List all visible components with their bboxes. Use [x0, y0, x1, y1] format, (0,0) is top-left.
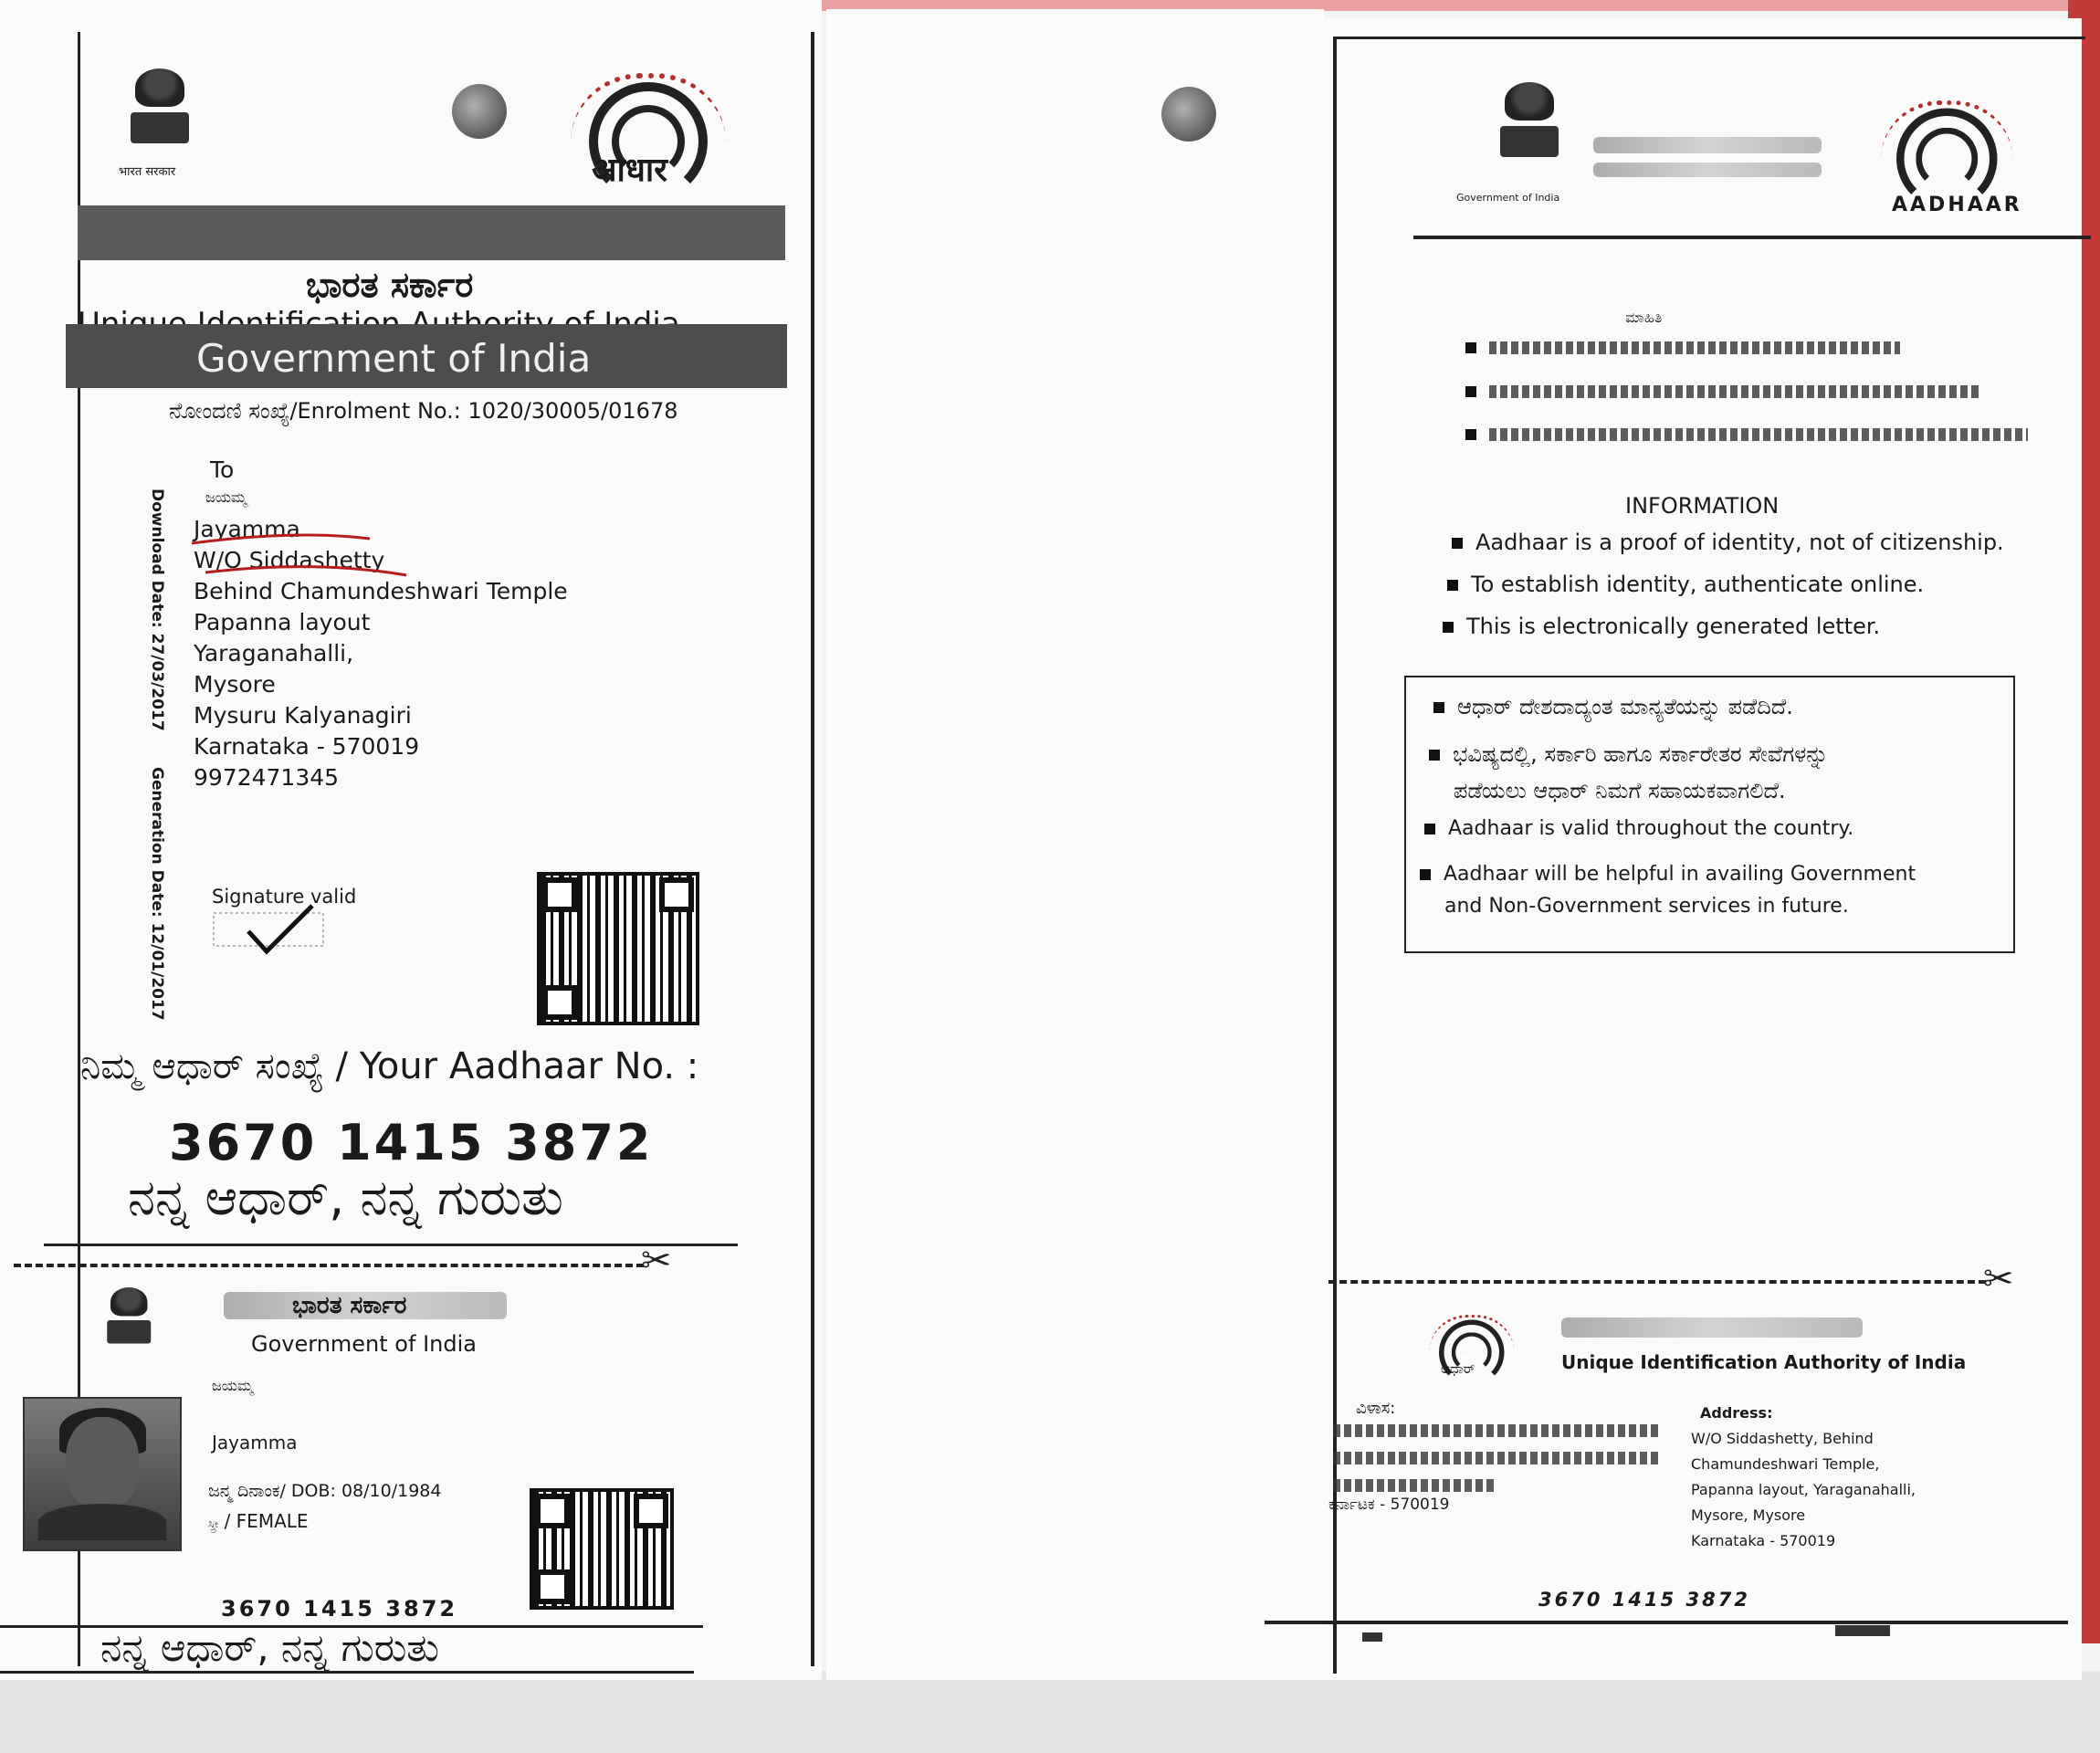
signature-valid-label: Signature valid [212, 886, 357, 908]
card-bottom-edge [1265, 1621, 2068, 1624]
kannada-info-line [1465, 425, 2028, 442]
enrolment-label: ನೋಂದಣಿ ಸಂಖ್ಯೆ/Enrolment No.: [169, 398, 461, 424]
state-emblem-icon [1497, 82, 1561, 164]
card-qr-code [530, 1488, 674, 1610]
box-info-line: and Non-Government services in future. [1444, 895, 1849, 918]
address-line: Behind Chamundeshwari Temple [194, 578, 568, 604]
card-tagline: ನನ್ನ ಆಧಾರ್, ನನ್ನ ಗುರುತು [100, 1625, 439, 1670]
table-surface [0, 1671, 2100, 1753]
enrolment-number: 1020/30005/01678 [467, 398, 678, 424]
address-line: Mysore [194, 671, 276, 698]
card-authority: Unique Identification Authority of India [1561, 1351, 1967, 1373]
cut-line [1328, 1280, 1986, 1284]
header-band [78, 205, 785, 260]
box-info-line: Aadhaar is valid throughout the country. [1424, 817, 1853, 840]
card-logo-text: ಆಧಾರ್ [1441, 1360, 1475, 1377]
info-item: Aadhaar is a proof of identity, not of citizenship. [1452, 530, 2004, 555]
kannada-info-line [1465, 338, 1900, 355]
address-line: Chamundeshwari Temple, [1691, 1455, 1880, 1473]
card-aadhaar-number: 3670 1415 3872 [221, 1596, 458, 1622]
divider [44, 1244, 738, 1246]
header-rule [1413, 236, 2091, 239]
address-line: Mysore, Mysore [1691, 1506, 1806, 1524]
scissors-icon: ✂ [1983, 1258, 2014, 1300]
punch-hole [1161, 87, 1216, 142]
aadhaar-number: 3670 1415 3872 [169, 1114, 654, 1171]
generation-date: Generation Date: 12/01/2017 [148, 767, 166, 1021]
cut-line [14, 1264, 644, 1267]
information-heading: INFORMATION [1625, 493, 1780, 519]
box-kannada-line: ಆಧಾರ್ ದೇಶದಾದ್ಯಂತ ಮಾನ್ಯತೆಯನ್ನು ಪಡೆದಿದೆ. [1433, 694, 1793, 719]
box-info-line: Aadhaar will be helpful in availing Government [1420, 863, 1916, 886]
address-line: Karnataka - 570019 [194, 733, 420, 760]
box-kannada-line: ಭವಿಷ್ಯದಲ್ಲಿ, ಸರ್ಕಾರಿ ಹಾಗೂ ಸರ್ಕಾರೇತರ ಸೇವೆಗಳನ್ನು [1429, 741, 1828, 767]
card-name: Jayamma [212, 1432, 298, 1454]
emblem-caption: भारत सरकार [119, 165, 176, 179]
aadhaar-logo-text: आधार [592, 152, 667, 189]
barcode-mark [1835, 1625, 1890, 1636]
barcode-mark [1362, 1632, 1382, 1642]
aadhaar-logo-text: AADHAAR [1892, 194, 2022, 216]
card-aadhaar-number: 3670 1415 3872 [1538, 1589, 1750, 1611]
blurred-header [1593, 163, 1822, 177]
card-kannada-gov: ಭಾರತ ಸರ್ಕಾರ [292, 1292, 407, 1319]
card-address-kannada-label: ವಿಳಾಸ: [1356, 1399, 1396, 1418]
address-line: Mysuru Kalyanagiri [194, 702, 412, 729]
info-item: This is electronically generated letter. [1443, 614, 1880, 639]
kannada-info-heading: ಮಾಹಿತಿ [1625, 309, 1663, 326]
holder-photo [23, 1397, 182, 1551]
blurred-header [1561, 1317, 1863, 1338]
kannada-info-line [1465, 382, 1982, 399]
phone-number: 9972471345 [194, 764, 340, 791]
card-address [1691, 1426, 1916, 1554]
your-aadhaar-label: ನಿಮ್ಮ ಆಧಾರ್ ಸಂಖ್ಯೆ / Your Aadhaar No. : [80, 1045, 699, 1087]
card-gov-india: Government of India [251, 1331, 477, 1357]
blurred-header [1593, 137, 1822, 153]
tagline: ನನ್ನ ಆಧಾರ್, ನನ್ನ ಗುರುತು [128, 1169, 563, 1226]
card-address-kannada-pin: ಕರ್ನಾಟಕ - 570019 [1328, 1496, 1450, 1514]
address-line: W/O Siddashetty [194, 547, 385, 573]
qr-code [537, 872, 699, 1025]
state-emblem-icon [105, 1287, 153, 1349]
kannada-gov-title: ಭಾರತ ಸರ್ಕಾರ [306, 265, 474, 305]
card-bottom-edge [0, 1671, 694, 1674]
recipient-name-kannada: ಜಯಮ್ಮ [205, 488, 247, 506]
signature-check-icon [212, 904, 340, 959]
to-label: To [210, 457, 235, 483]
box-kannada-line: ಪಡೆಯಲು ಆಧಾರ್ ನಿಮಗೆ ಸಹಾಯಕವಾಗಲಿದೆ. [1454, 778, 1786, 803]
address-line: Papanna layout, Yaraganahalli, [1691, 1481, 1916, 1498]
info-item: To establish identity, authenticate online. [1447, 572, 1924, 597]
scissors-icon: ✂ [641, 1240, 672, 1282]
card-address-label: Address: [1700, 1404, 1773, 1422]
state-emblem-icon [128, 68, 192, 151]
address-line: Jayamma [194, 516, 300, 542]
download-date: Download Date: 27/03/2017 [148, 488, 166, 731]
card-gender: ಸ್ತ್ರೀ / FEMALE [208, 1510, 309, 1532]
address-line: W/O Siddashetty, Behind [1691, 1430, 1874, 1447]
card-name-kannada: ಜಯಮ್ಮ [212, 1377, 254, 1394]
blank-middle-sheet [826, 9, 1324, 1680]
aadhaar-logo-icon [1881, 100, 2013, 194]
address-line: Papanna layout [194, 609, 371, 635]
card-address-kannada [1333, 1424, 1662, 1503]
emblem-caption: Government of India [1456, 192, 1560, 204]
address-line: Karnataka - 570019 [1691, 1532, 1836, 1549]
gov-india-title: Government of India [196, 336, 592, 381]
punch-hole [452, 84, 507, 139]
address-line: Yaraganahalli, [194, 640, 354, 667]
red-underline-marks [187, 525, 415, 580]
card-dob: ಜನ್ಮ ದಿನಾಂಕ/ DOB: 08/10/1984 [208, 1481, 442, 1501]
